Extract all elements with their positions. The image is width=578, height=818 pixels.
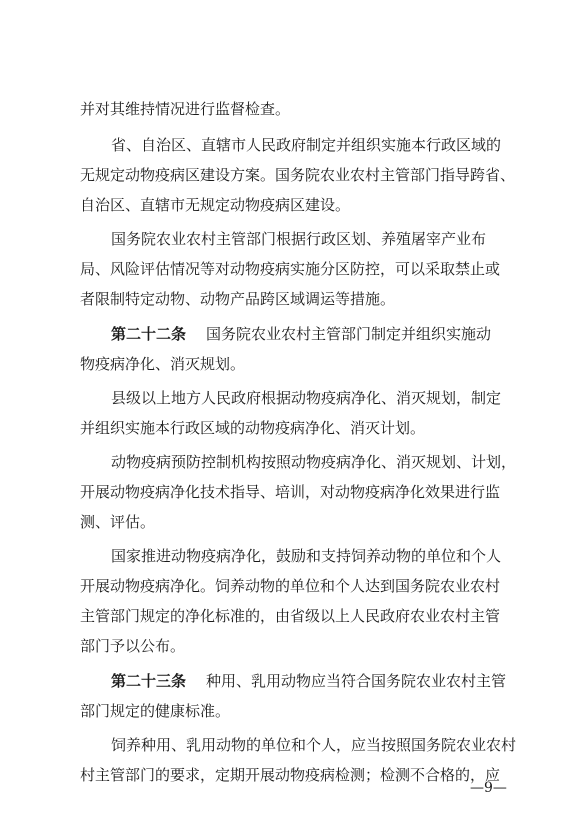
text-span: 国务院农业农村主管部门制定并组织实施动 [206, 325, 492, 343]
text-line [0, 543, 578, 569]
text-line [0, 192, 578, 218]
text-span: 县级以上地方人民政府根据动物疫病净化、消灭规划，制定 [111, 389, 502, 407]
page-number: —9— [470, 780, 507, 796]
text-span: 部门规定的健康标准。 [80, 702, 231, 720]
text-span: 开展动物疫病净化。饲养动物的单位和个人达到国务院农业农村 [80, 577, 501, 595]
text-span: 开展动物疫病净化技术指导、培训，对动物疫病净化效果进行监 [80, 483, 501, 501]
article-line [0, 668, 578, 694]
text-line [0, 226, 578, 252]
article-heading: 第二十二条 [111, 325, 187, 343]
text-span: 自治区、直辖市无规定动物疫病区建设。 [80, 196, 351, 214]
text-span: 村主管部门的要求，定期开展动物疫病检测；检测不合格的，应 [80, 766, 501, 784]
text-line [0, 256, 578, 282]
text-line [0, 286, 578, 312]
text-line [0, 698, 578, 724]
text-line [0, 385, 578, 411]
text-span: 饲养种用、乳用动物的单位和个人，应当按照国务院农业农村 [111, 736, 517, 754]
text-line [0, 351, 578, 377]
text-span: 者限制特定动物、动物产品跨区域调运等措施。 [80, 290, 396, 308]
text-line [0, 132, 578, 158]
text-line [0, 96, 578, 122]
text-line [0, 162, 578, 188]
text-line [0, 603, 578, 629]
text-line [0, 509, 578, 535]
text-line [0, 449, 578, 475]
text-span: 省、自治区、直辖市人民政府制定并组织实施本行政区域的 [111, 136, 502, 154]
text-span: 局、风险评估情况等对动物疫病实施分区防控，可以采取禁止或 [80, 260, 501, 278]
text-line [0, 415, 578, 441]
text-span: 主管部门规定的净化标准的，由省级以上人民政府农业农村主管 [80, 607, 501, 625]
text-line [0, 479, 578, 505]
text-span: 国务院农业农村主管部门根据行政区划、养殖屠宰产业布 [111, 230, 487, 248]
text-span: 并组织实施本行政区域的动物疫病净化、消灭计划。 [80, 419, 426, 437]
text-span: 物疫病净化、消灭规划。 [80, 355, 246, 373]
text-span: 测、评估。 [80, 513, 156, 531]
article-line [0, 321, 578, 347]
text-line [0, 573, 578, 599]
text-span: 并对其维持情况进行监督检查。 [80, 100, 291, 118]
text-span: 无规定动物疫病区建设方案。国务院农业农村主管部门指导跨省、 [80, 166, 516, 184]
article-heading: 第二十三条 [111, 672, 187, 690]
text-line [0, 633, 578, 659]
text-span: 部门予以公布。 [80, 637, 186, 655]
text-span: 种用、乳用动物应当符合国务院农业农村主管 [206, 672, 507, 690]
text-line [0, 732, 578, 758]
text-span: 国家推进动物疫病净化，鼓励和支持饲养动物的单位和个人 [111, 547, 502, 565]
text-span: 动物疫病预防控制机构按照动物疫病净化、消灭规划、计划， [111, 453, 517, 471]
